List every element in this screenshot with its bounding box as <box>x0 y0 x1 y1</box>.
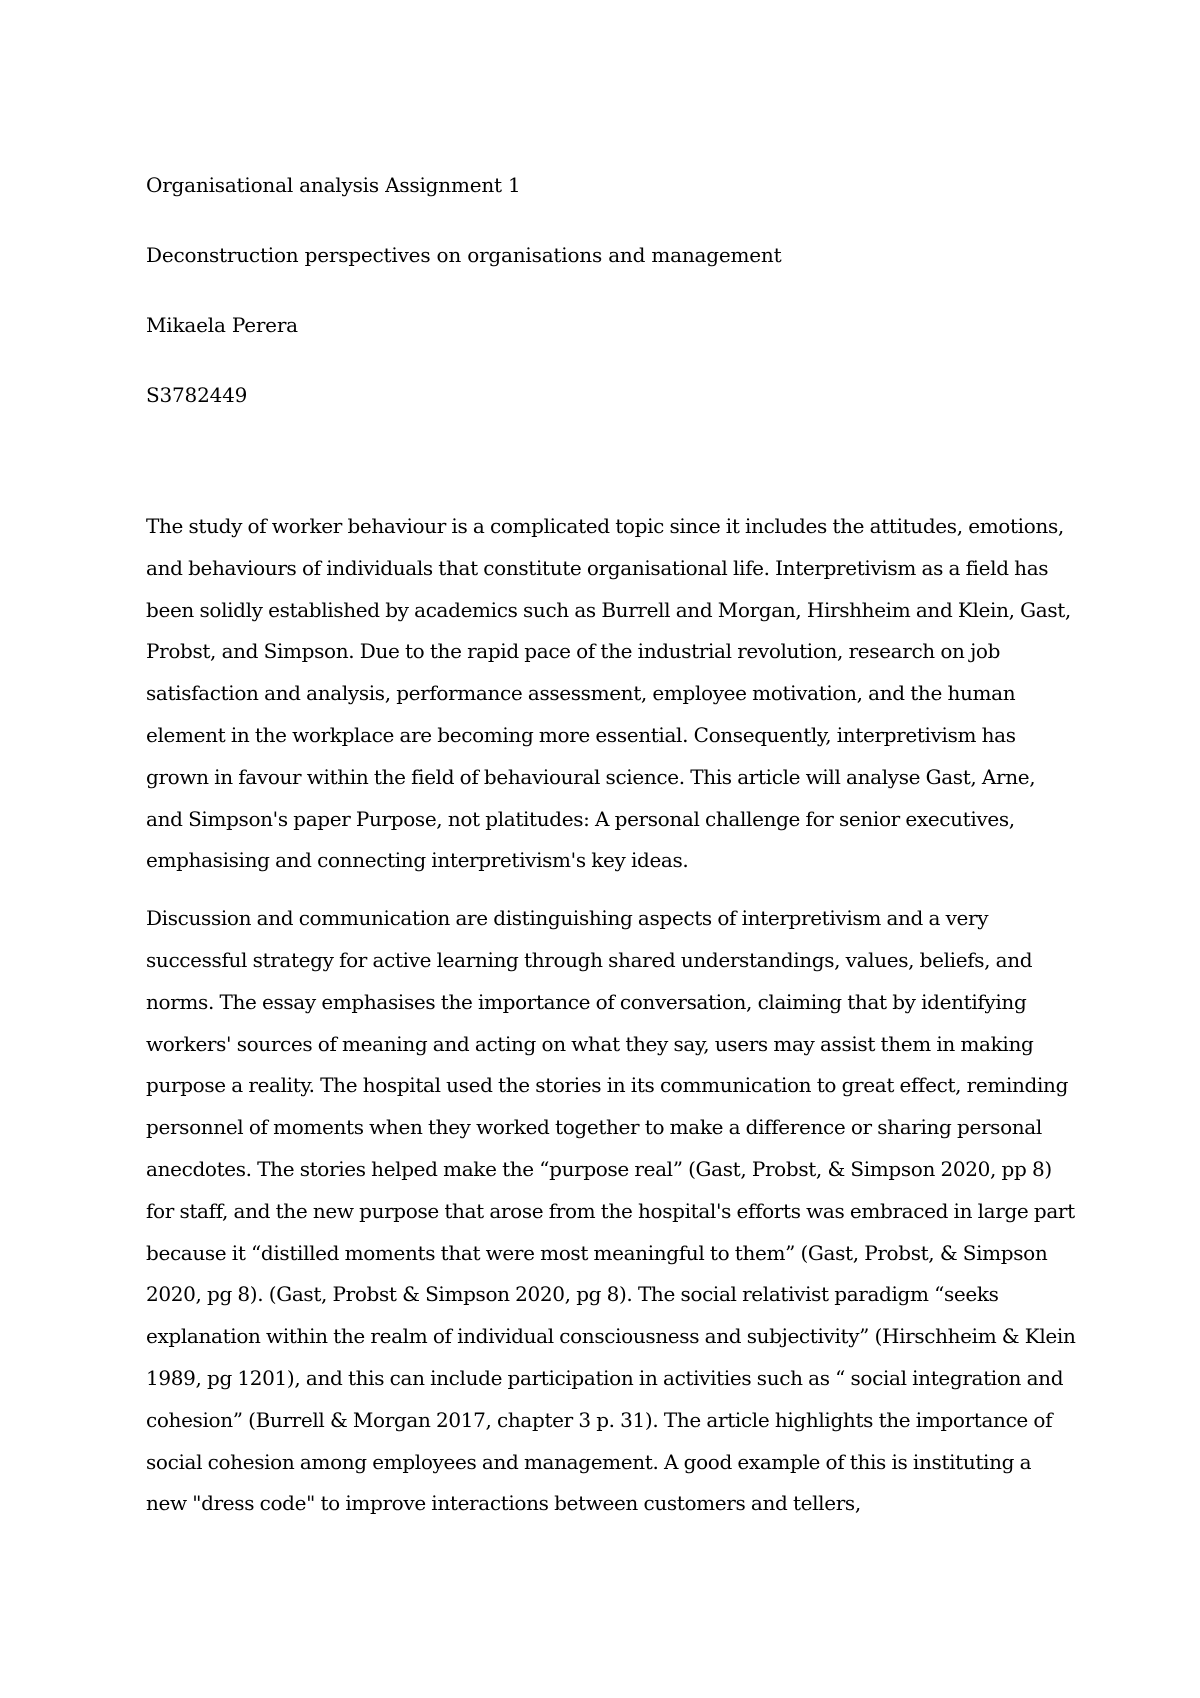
author-name: Mikaela Perera <box>146 313 298 337</box>
document-body <box>146 172 1076 1525</box>
course-title: Organisational analysis Assignment 1 <box>146 173 521 197</box>
student-id: S3782449 <box>146 383 248 407</box>
essay-title: Deconstruction perspectives on organisations and management <box>146 243 782 267</box>
body-paragraph-1: The study of worker behaviour is a complicated topic since it includes the attitudes, emotions, and behaviours of individuals that constitute organisational life. Interpretivism as a field has been solidly established by academics such as Burrell and Morgan, Hirshheim and Klein, Gast, Probst, and Simpson. Due to the rapid pace of the industrial revolution, research on job satisfaction and analysis, performance assessment, employee motivation, and the human element in the workplace are becoming more essential. Consequently, interpretivism has grown in favour within the field of behavioural science. This article will analyse Gast, Arne, and Simpson's paper Purpose, not platitudes: A personal challenge for senior executives, emphasising and connecting interpretivism's key ideas. <box>146 514 1071 873</box>
body-paragraph-2: Discussion and communication are distinguishing aspects of interpretivism and a very successful strategy for active learning through shared understandings, values, beliefs, and norms. The essay emphasises the importance of conversation, claiming that by identifying workers' sources of meaning and acting on what they say, users may assist them in making purpose a reality. The hospital used the stories in its communication to great effect, reminding personnel of moments when they worked together to make a difference or sharing personal anecdotes. The stories helped make the “purpose real” (Gast, Probst, & Simpson 2020, pp 8) for staff, and the new purpose that arose from the hospital's efforts was embraced in large part because it “distilled moments that were most meaningful to them” (Gast, Probst, & Simpson 2020, pg 8). (Gast, Probst & Simpson 2020, pg 8). The social relativist paradigm “seeks explanation within the realm of individual consciousness and subjectivity” (Hirschheim & Klein 1989, pg 1201), and this can include participation in activities such as “ social integration and cohesion” (Burrell & Morgan 2017, chapter 3 p. 31). The article highlights the importance of social cohesion among employees and management. A good example of this is instituting a new "dress code" to improve interactions between customers and tellers, <box>146 906 1076 1516</box>
